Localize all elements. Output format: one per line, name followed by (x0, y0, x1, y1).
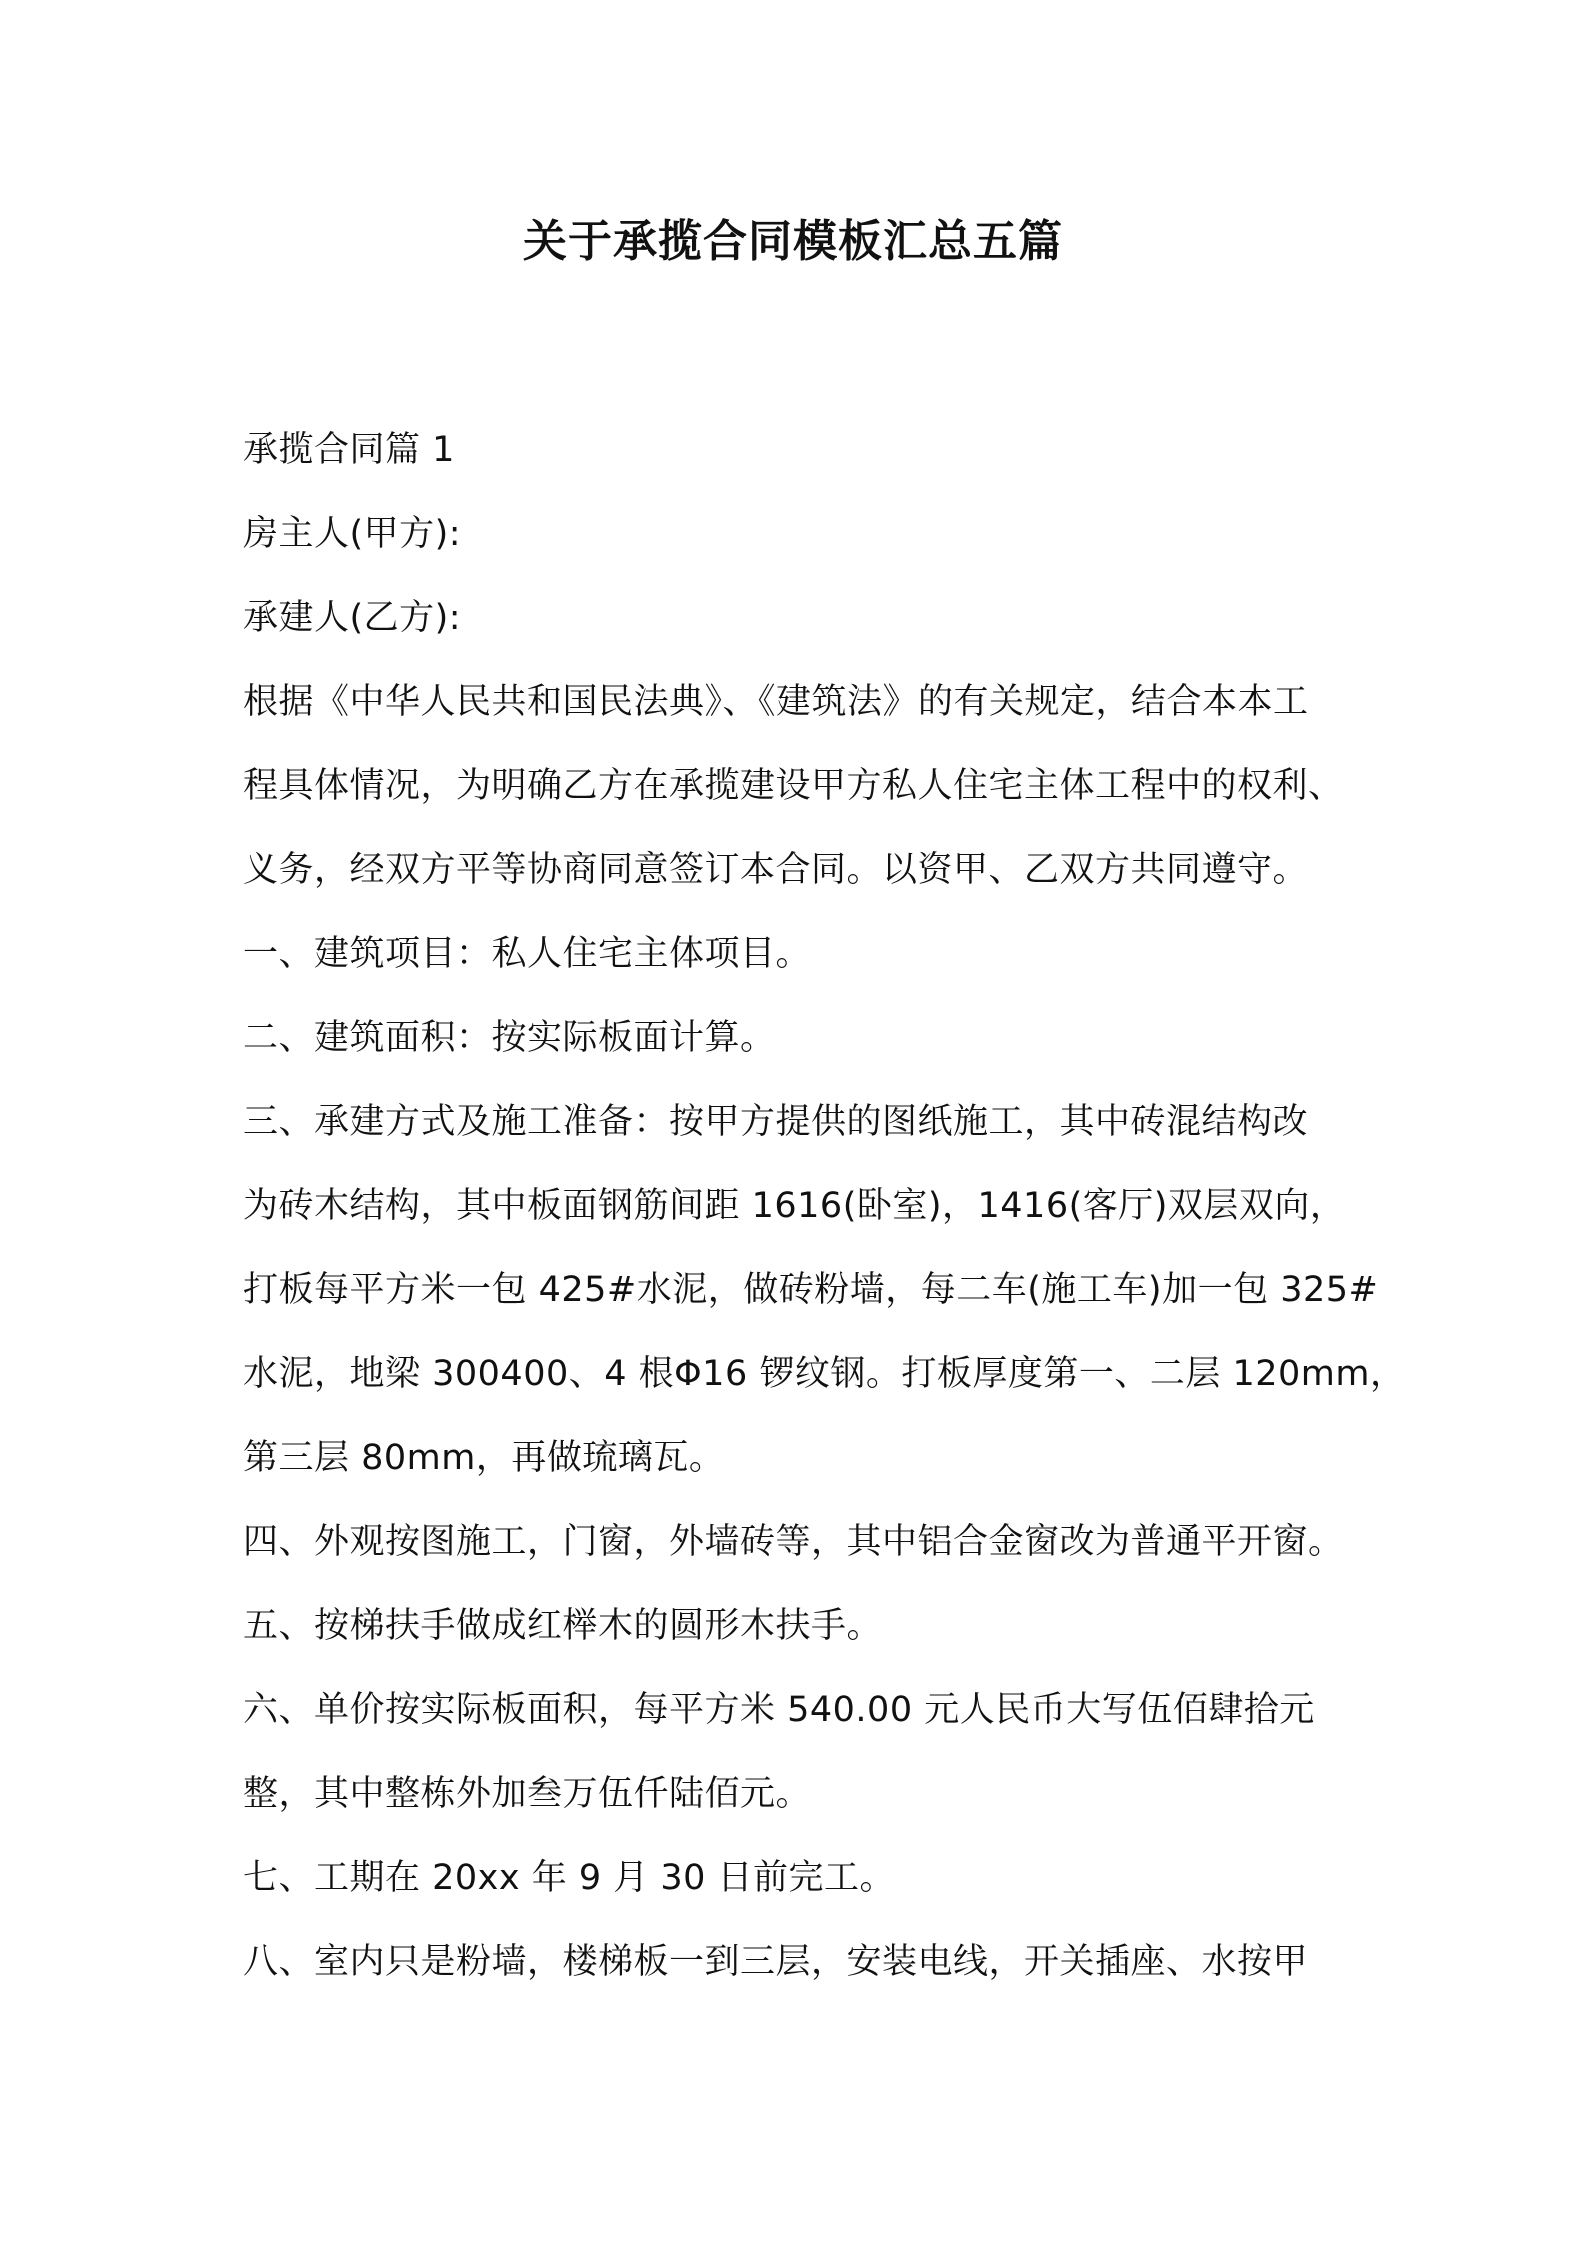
section-heading: 承揽合同篇 1 (243, 430, 455, 470)
clause-line: 一、建筑项目：私人住宅主体项目。 (243, 934, 812, 974)
clause-line: 打板每平方米一包 425#水泥，做砖粉墙，每二车(施工车)加一包 325# (243, 1270, 1379, 1310)
party-b-line: 承建人(乙方): (243, 598, 462, 638)
body-line: 义务，经双方平等协商同意签订本合同。以资甲、乙双方共同遵守。 (243, 850, 1309, 890)
clause-line: 三、承建方式及施工准备：按甲方提供的图纸施工，其中砖混结构改 (243, 1102, 1309, 1142)
document-title: 关于承揽合同模板汇总五篇 (523, 216, 1063, 267)
clause-line: 整，其中整栋外加叁万伍仟陆佰元。 (243, 1774, 812, 1814)
clause-line: 五、按梯扶手做成红榉木的圆形木扶手。 (243, 1606, 883, 1646)
clause-line: 八、室内只是粉墙，楼梯板一到三层，安装电线，开关插座、水按甲 (243, 1942, 1309, 1982)
clause-line: 水泥，地梁 300400、4 根Φ16 锣纹钢。打板厚度第一、二层 120mm， (243, 1354, 1406, 1394)
clause-line: 四、外观按图施工，门窗，外墙砖等，其中铝合金窗改为普通平开窗。 (243, 1522, 1344, 1562)
clause-line: 第三层 80mm，再做琉璃瓦。 (243, 1438, 725, 1478)
document-body (243, 408, 1406, 2004)
clause-line: 六、单价按实际板面积，每平方米 540.00 元人民币大写伍佰肆拾元 (243, 1690, 1315, 1730)
clause-line: 二、建筑面积：按实际板面计算。 (243, 1018, 776, 1058)
clause-line: 为砖木结构，其中板面钢筋间距 1616(卧室)，1416(客厅)双层双向， (243, 1186, 1346, 1226)
body-line: 程具体情况，为明确乙方在承揽建设甲方私人住宅主体工程中的权利、 (243, 766, 1344, 806)
party-a-line: 房主人(甲方): (243, 514, 462, 554)
clause-line: 七、工期在 20xx 年 9 月 30 日前完工。 (243, 1858, 896, 1898)
body-line: 根据《中华人民共和国民法典》、《建筑法》的有关规定，结合本本工 (243, 682, 1309, 722)
